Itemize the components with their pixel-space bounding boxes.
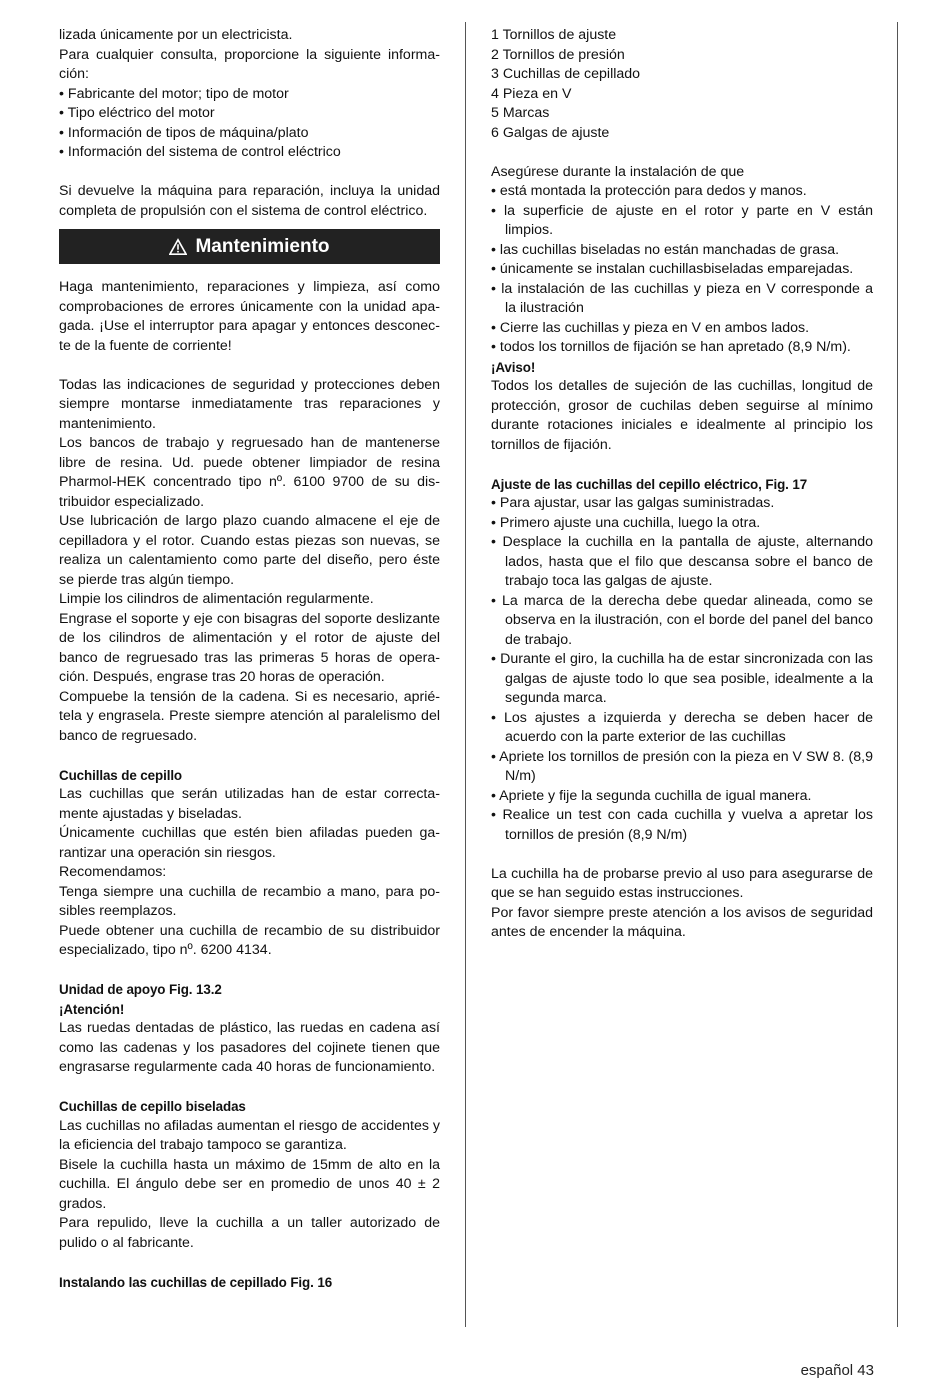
bullet-item: • la instalación de las cuchillas y pieza en V corresponde a la ilustración: [491, 280, 873, 316]
bullet-item: • todos los tornillos de fijación se han apretado (8,9 N/m).: [491, 339, 851, 355]
paragraph: Para cualquier consulta, proporcione la siguiente información:: [59, 46, 440, 82]
bullet-item: • únicamente se instalan cuchillasbiseladas emparejadas.: [491, 261, 854, 277]
bullet-item: • La marca de la derecha debe quedar alineada, como se observa en la ilustración, con el borde del panel del banco de trabajo.: [491, 592, 873, 648]
bullet-item: • Fabricante del motor; tipo de motor: [59, 85, 289, 102]
bullet-item: • las cuchillas biseladas no están manchadas de grasa.: [491, 241, 840, 258]
parts-list-item: 3 Cuchillas de cepillado: [491, 66, 641, 82]
paragraph: Asegúrese durante la instalación de que: [491, 163, 745, 180]
warning-icon: [169, 238, 187, 256]
paragraph: Las cuchillas no afiladas aumentan el riesgo de accidentes y la eficiencia del trabajo tampoco se garantiza.: [59, 1117, 440, 1153]
parts-list-item: 5 Marcas: [491, 105, 550, 121]
paragraph: Haga mantenimiento, reparaciones y limpieza, así como comprobaciones de errores únicamente con la unidad apagada. ¡Use el interruptor para apagar y entonces desconecte de la fuente de corriente!: [59, 279, 440, 354]
bullet-item: • Para ajustar, usar las galgas suministradas.: [491, 495, 775, 511]
parts-list-item: 4 Pieza en V: [491, 85, 572, 102]
paragraph: Por favor siempre preste atención a los avisos de seguridad antes de encender la máquina.: [491, 904, 873, 940]
bullet-item: • Tipo eléctrico del motor: [59, 105, 215, 121]
bullet-item: • Cierre las cuchillas y pieza en V en ambos lados.: [491, 319, 810, 336]
subheading: Cuchillas de cepillo: [59, 767, 183, 783]
paragraph: Para repulido, lleve la cuchilla a un taller autorizado de pulido o al fabricante.: [59, 1215, 440, 1251]
bullet-item: • Desplace la cuchilla en la pantalla de ajuste, alternando lados, hasta que el filo que descansa sobre el banco de trabajo toca las galgas de ajuste.: [491, 534, 873, 589]
paragraph: Compuebe la tensión de la cadena. Si es necesario, apriétela y engrasela. Preste siempre atención al paralelismo del banco de regruesado.: [59, 688, 440, 744]
paragraph: Tenga siempre una cuchilla de recambio a mano, para posibles reemplazos.: [59, 883, 440, 919]
paragraph: Las ruedas dentadas de plástico, las ruedas en cadena así como las cadenas y los pasadores del cojinete tienen que engrasarse regularmente cada 40 horas de funcionamiento.: [59, 1020, 440, 1075]
right-column: [491, 26, 873, 943]
bullet-item: • la superficie de ajuste en el rotor y parte en V están limpios.: [491, 202, 873, 238]
parts-list-item: 2 Tornillos de presión: [491, 46, 625, 63]
subheading: Ajuste de las cuchillas del cepillo eléctrico, Fig. 17: [491, 476, 808, 492]
paragraph: lizada únicamente por un electricista.: [59, 27, 293, 43]
paragraph: Bisele la cuchilla hasta un máximo de 15mm de alto en la cuchilla. El ángulo debe ser en promedio de unos 40 ± 2 grados.: [59, 1156, 440, 1212]
paragraph: Si devuelve la máquina para reparación, incluya la unidad completa de propulsión con el sistema de control eléctrico.: [59, 183, 440, 219]
section-banner-maintenance: [59, 229, 440, 264]
bullet-item: • Información del sistema de control eléctrico: [59, 144, 341, 160]
bullet-item: • Realice un test con cada cuchilla y vuelva a apretar los tornillos de presión (8,9 N/m): [491, 807, 873, 843]
parts-list-item: 6 Galgas de ajuste: [491, 124, 610, 141]
bullet-item: • Los ajustes a izquierda y derecha se deben hacer de acuerdo con la parte exterior de las cuchillas: [491, 709, 873, 745]
paragraph: Engrase el soporte y eje con bisagras del soporte deslizante de los cilindros de alimentación y el rotor de ajuste del banco de regruesado tras las primeras 5 horas de operación. Después, engrase tras 20 horas de operación.: [59, 610, 440, 685]
paragraph: La cuchilla ha de probarse previo al uso para asegurarse de que se han seguido estas instrucciones.: [491, 865, 873, 901]
subheading: Cuchillas de cepillo biseladas: [59, 1099, 246, 1114]
attention-label: ¡Atención!: [59, 1001, 125, 1017]
left-column: [59, 26, 440, 1292]
bullet-item: • Apriete y fije la segunda cuchilla de igual manera.: [491, 787, 812, 804]
section-title: Mantenimiento: [195, 235, 330, 257]
subheading: Unidad de apoyo Fig. 13.2: [59, 982, 222, 997]
page-footer: español 43: [800, 1362, 874, 1379]
bullet-item: • Apriete los tornillos de presión con la pieza en V SW 8. (8,9 N/m): [491, 748, 873, 784]
paragraph: Los bancos de trabajo y regruesado han de mantenerse libre de resina. Ud. puede obtener limpiador de resina Pharmol-HEK concentrado tipo nº. 6100 9700 de su distribuidor especializado.: [59, 435, 440, 510]
warning-label: ¡Aviso!: [491, 359, 536, 375]
paragraph: Limpie los cilindros de alimentación regularmente.: [59, 591, 374, 607]
subheading: Instalando las cuchillas de cepillado Fig. 16: [59, 1274, 333, 1290]
paragraph: Puede obtener una cuchilla de recambio de su distribuidor especializado, tipo nº. 6200 4134.: [59, 922, 440, 958]
paragraph: Todas las indicaciones de seguridad y protecciones deben siempre montarse inmediatamente tras reparaciones y mantenimiento.: [59, 376, 440, 432]
paragraph: Únicamente cuchillas que estén bien afiladas pueden garantizar una operación sin riesgos.: [59, 825, 440, 861]
paragraph: Use lubricación de largo plazo cuando almacene el eje de cepilladora y el rotor. Cuando estas piezas son nuevas, se realiza un calentamiento como parte del diseño, pero éste se pierde tras algún tiempo.: [59, 513, 440, 588]
paragraph: Las cuchillas que serán utilizadas han de estar correctamente ajustadas y biseladas.: [59, 786, 440, 822]
bullet-item: • Durante el giro, la cuchilla ha de estar sincronizada con las galgas de ajuste todo lo que sea posible, idealmente a la segunda marca.: [491, 651, 873, 706]
page-right-rule: [897, 22, 898, 1327]
bullet-item: • Primero ajuste una cuchilla, luego la otra.: [491, 514, 761, 531]
paragraph: Recomendamos:: [59, 864, 167, 880]
bullet-item: • está montada la protección para dedos y manos.: [491, 183, 807, 199]
paragraph: Todos los detalles de sujeción de las cuchillas, longitud de protección, grosor de cuchilas deben seguirse al mínimo durante rotaciones iniciales e idealmente al principio los tornillos de fijación.: [491, 378, 873, 453]
bullet-item: • Información de tipos de máquina/plato: [59, 124, 309, 141]
column-divider: [465, 22, 466, 1327]
parts-list-item: 1 Tornillos de ajuste: [491, 27, 617, 43]
